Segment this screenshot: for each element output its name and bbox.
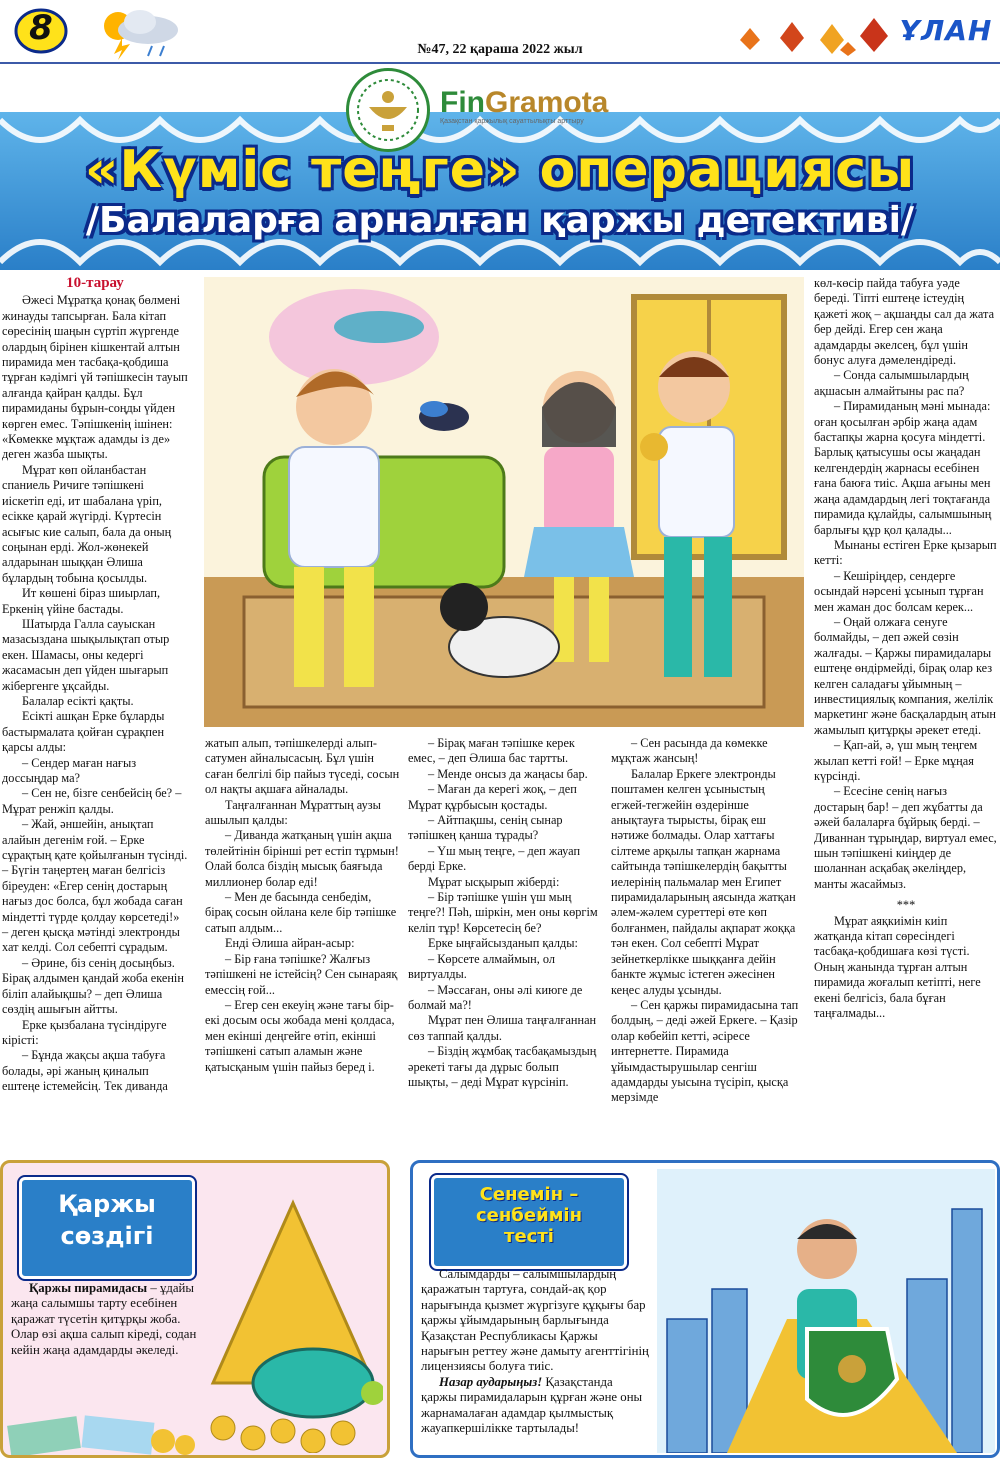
coins-money-icon	[3, 1401, 203, 1457]
paragraph: Мұрат пен Әлиша таңғалғаннан сөз таппай қалды.	[408, 1013, 597, 1043]
article-column-5	[814, 276, 998, 1022]
paragraph: – Кешіріңдер, сендерге осындай нәрсені ұсынып тұрған мен жаман дос болсам керек...	[814, 568, 984, 614]
attention-label: Назар аударыңыз!	[439, 1374, 543, 1389]
logo-fin: Fin	[440, 86, 485, 119]
paragraph: – Біздің жұмбақ тасбақамыздың әрекеті тағы да дұрыс болып шықты, – деді Мұрат күрсініп.	[408, 1044, 597, 1089]
bowl-emblem-icon	[349, 71, 427, 149]
page-subtitle: /Балаларға арналған қаржы детективі/	[85, 200, 915, 241]
paragraph: Ит көшені біраз шиырлап, Еркенің үйіне бастады.	[2, 586, 161, 616]
paragraph: – Егер сен екеуің және тағы бір-екі досым осы жобада мені қолдаса, мен екінші деңгейге өтіп, екінші тәпішкені сатып аламын және қатысқаным үшін пайыз беред і.	[205, 997, 395, 1074]
paragraph: – Есесіне сенің нағыз достарың бар! – деп жұбатты да әжей балаларға бұйрық берді. – Диваннан тұрыңдар, виртуал емес, шын тәпішкені киіңдер де шоланнан асқабақ әкеліңдер, манты жасаймыз.	[814, 784, 997, 891]
paragraph: Әжесі Мұратқа қонақ бөлмені жинауды тапсырған. Бала кітап сөресінің шаңын сүртіп жүргенде олардың бірінен кішкентай алтын пирамида мен тасбақа-қобдиша тұрған кәдімгі үй тәпішкесін тауып алғанда қайран қалды. Бұл пирамиданы бұрын-соңды үйден көрген емес. Тәпішкенің ішінен: «Көмекке мұқтаж адамды із де» деген жазба шықты.	[2, 293, 188, 462]
dictionary-text	[11, 1281, 197, 1358]
paragraph: – Айтпақшы, сенің сынар тәпішкең қанша тұрады?	[408, 813, 563, 843]
dictionary-heading-line1: Қаржы	[58, 1190, 156, 1218]
test-heading-line3: тесті	[504, 1226, 554, 1247]
paragraph: Мұрат аяқкиімін киіп жатқанда кітап сөресіндегі тасбақа-қобдишаға көзі түсті. Оның жанында тұрған алтын пирамида жоғалып кетіпті, неге екені белгісіз, бала бұған таңғалмады...	[814, 913, 981, 1021]
article-column-3	[408, 736, 600, 1090]
article-column-1	[2, 276, 188, 1095]
test-heading-line1: Сенемін –	[479, 1184, 579, 1205]
dictionary-heading-plate	[19, 1177, 195, 1279]
paragraph: – Бір ғана тәпішке? Жалғыз тәпішкені не істейсің? Сен сынараяқ емессің ғой...	[205, 951, 398, 997]
paragraph: Ерке қызбалана түсіндіруге кірісті:	[2, 1017, 167, 1047]
paragraph: Есікті ашқан Ерке бұларды бастырмалата қойған сұрақпен қарсы алды:	[2, 709, 165, 755]
page-number: 8	[29, 8, 53, 48]
fingramota-logo-text	[440, 86, 608, 120]
financial-dictionary-box	[0, 1160, 390, 1458]
paragraph: Мынаны естіген Ерке қызарып кетті:	[814, 537, 997, 568]
paragraph: – Оңай олжаға сенуге болмайды, – деп әжей сөзін жалғады. – Қаржы пирамидалары ештеңе өндірмейді, бірақ олар кез келген саладағы ұйымның – инвестициялық компания, желілік маркетинг және басқалардың атын жамылып қитұрқы әрекет етеді.	[814, 614, 996, 737]
test-heading-plate	[431, 1175, 627, 1269]
paragraph: – Диванда жатқаның үшін ақша төлейтінін бірінші рет естіп тұрмын! Олай болса біздің мысық баяғыда миллионер болар еді!	[205, 828, 399, 889]
paragraph: – Бұнда жақсы ақша табуға болады, әрі жаның қиналып ештеңе істемейсің. Тек диванда	[2, 1048, 168, 1094]
dictionary-definition: – ұдайы жаңа салымшы тарту есебінен қаражат түсетін қитұрқы жоба. Олар өзі ақша салып кіреді, содан кейін жаңа адамдарды әкеледі.	[11, 1281, 197, 1357]
autumn-leaves-icon	[720, 10, 900, 58]
article-column-4	[611, 736, 801, 1106]
paragraph: – Бірақ маған тәпішке керек емес, – деп Әлиша бас тартты.	[408, 736, 575, 766]
paragraph: Балалар есікті қақты.	[22, 693, 134, 708]
paragraph: – Сонда салымшылардың ақшасын алмайтыны рас па?	[814, 368, 969, 398]
paragraph: – Пирамиданың мәні мынада: оған қосылған әрбір жаңа адам бастапқы жарна қосуға міндетті. Барлық қатысушы осы жаңадан келгендердің жарнасы есебінен ғана баюға тиіс. Ақша ағыны мен жаңа адамдардың легі тоқтағанда пирамида құлайды, салымшының барлығы құр қол қалады...	[814, 399, 992, 537]
paragraph: – Маған да керегі жоқ, – деп Мұрат құрбысын қостады.	[408, 782, 577, 812]
issue-date: №47, 22 қараша 2022 жыл	[417, 42, 583, 57]
paragraph: Мұрат көп ойланбастан спаниель Ричиге тәпішкені иіскетіп еді, ит шабалана үріп, есікке қарай жүгірді. Күртесін асығыс киe салып, бала да оның соңынан ерді. Жол-жөнекей алдарынан шыққан Әлиша бұлардың тобына қосылды.	[2, 462, 172, 585]
believe-test-box	[410, 1160, 1000, 1458]
paragraph: – Көрсете алмаймын, ол виртуалды.	[408, 951, 556, 982]
paragraph: Енді Әлиша айран-асыр:	[225, 936, 355, 951]
paragraph: – Мен де басында сенбедім, бірақ сосын ойлана келе бір тәпішке сатып алдым...	[205, 890, 397, 935]
page-title: «Күміс теңге» операциясы	[84, 140, 916, 200]
superhero-city-illustration	[657, 1169, 995, 1453]
paragraph: Ерке ыңғайсызданып қалды:	[428, 936, 578, 951]
paragraph: Мұрат ысқырып жіберді:	[428, 874, 560, 889]
paragraph: – Үш мың теңге, – деп жауап берді Ерке.	[408, 843, 581, 874]
article-column-2	[205, 736, 401, 1075]
test-paragraph-1: Салымдарды – салымшылардың қаражатын тартуға, сондай-ақ қор нарығында қызмет жүргізуге құқығы бар қаржы ұйымдарының барлығында Қазақстан Республикасы Қаржы нарығын реттеу және дамыту агенттігінің лицензиясы болуға тиіс.	[421, 1267, 649, 1374]
paragraph: – Сен қаржы пирамидасына тап болдың, – деді әжей Еркеге. – Қазір олар көбейіп кетті, әсіресе интернетте. Пирамида ұйымдастырушылар сенгіш адамдарды уысына түсіріп, қысқа мерзімде	[611, 997, 799, 1105]
dictionary-term: Қаржы пирамидасы	[29, 1281, 148, 1295]
logo-subtitle: Қазақстан қаржылық сауаттылықты арттыру	[440, 118, 584, 125]
paragraph: – Жай, әншейін, анықтап алайын дегенім ғой. – Ерке сұрақтың қате қойылғанын түсінді. – Бүгін таңертең маған белгісіз біреуден: «Егер сенің достарың нағыз дос болса, бұл жобада саған міндетті түрде қолдау көрсетеді!» – деген қысқа мәтінді электронды хат келді. Сол себепті сұрадым.	[2, 817, 188, 955]
paragraph: – Сендер маған нағыз доссыңдар ма?	[2, 755, 137, 785]
story-illustration	[204, 277, 804, 727]
brand-logo: ҰЛАН	[899, 14, 993, 47]
paragraph: – Мәссаған, оны әлі киюге де болмай ма?!	[408, 982, 583, 1012]
paragraph: – Әрине, біз сенің досыңбыз. Бірақ алдымен қандай жоба екенін біліп алайықшы? – деп Әлиша сөздің ашығын айтты.	[2, 955, 184, 1017]
paragraph: жатып алып, тәпішкелерді алып-сатумен айналысасың. Бұл үшін саған белгілі бір пайыз түседі, сосын ол нақты ақшаға айналады.	[205, 736, 400, 797]
chapter-heading: 10-тарау	[66, 275, 124, 291]
test-paragraph-2: Қазақстанда қаржы пирамидаларын құрған және оны жарнамалаған адамдар қылмыстық жауапкершілікке тартылады!	[421, 1374, 643, 1436]
paragraph: – Бір тәпішке үшін үш мың теңге?! Пəh, шіркін, мен оны көргім келіп тұр! Көрсетесің бе?	[408, 890, 598, 935]
test-text	[421, 1267, 649, 1436]
paragraph: Балалар Еркеге электронды поштамен келген ұсыныстың егжей-тегжейін өздерінше анықтауға тырысты, бірақ еш нәтиже болмады. Олар хаттағы сілтеме арқылы тапқан жарнама сайтында тәпішкелердің бақытты иелерінің пальмалар мен Египет пирамидаларының аясында жатқан әлем-жәлем суреттері өте көп болғанмен, пайдалы ақпарат жоққа тән екен. Сол себепті Мұрат зейнеткерлікке шыққанға дейін банкте жұмыс істеген әжесінен кеңес алуды ұсынды.	[611, 766, 796, 997]
section-separator: ***	[896, 898, 916, 913]
paragraph: Таңғалғаннан Мұраттың аузы ашылып қалды:	[205, 797, 381, 828]
gold-pyramid-turtle-icon	[203, 1183, 383, 1453]
header-rule	[0, 62, 1000, 64]
dictionary-heading-line2: сөздігі	[60, 1222, 154, 1250]
logo-gramota: Gramota	[485, 86, 609, 119]
test-heading-line2: сенбеймін	[475, 1205, 583, 1226]
paragraph: – Қап-ай, ә, үш мың теңгем жылап кетті ғой! – Ерке мұңая күрсінді.	[814, 738, 978, 783]
paragraph: көл-көсір пайда табуға уәде береді. Тіпті ештеңе істеудің қажеті жоқ – ақшаңды сал да жата бер дейді. Егер сен жаңа адамдарды әкелсең, бұл үшін бонус алуға дәмелендіреді.	[814, 276, 995, 368]
paragraph: Шатырда Галла сауыскан мазасыздана шықылықтап отыр екен. Шамасы, оны кедергі жасамасын деп үйден шығарып жібергенге ұқсайды.	[2, 616, 170, 693]
weather-cloud-icon	[92, 4, 192, 60]
paragraph: – Сен не, бізге сенбейсің бе? – Мұрат ренжіп қалды.	[2, 786, 182, 816]
slipper-icon	[334, 311, 424, 343]
paragraph: – Сен расында да көмекке мұқтаж жансың!	[611, 736, 768, 766]
paragraph: – Менде онсыз да жаңасы бар.	[428, 766, 588, 781]
